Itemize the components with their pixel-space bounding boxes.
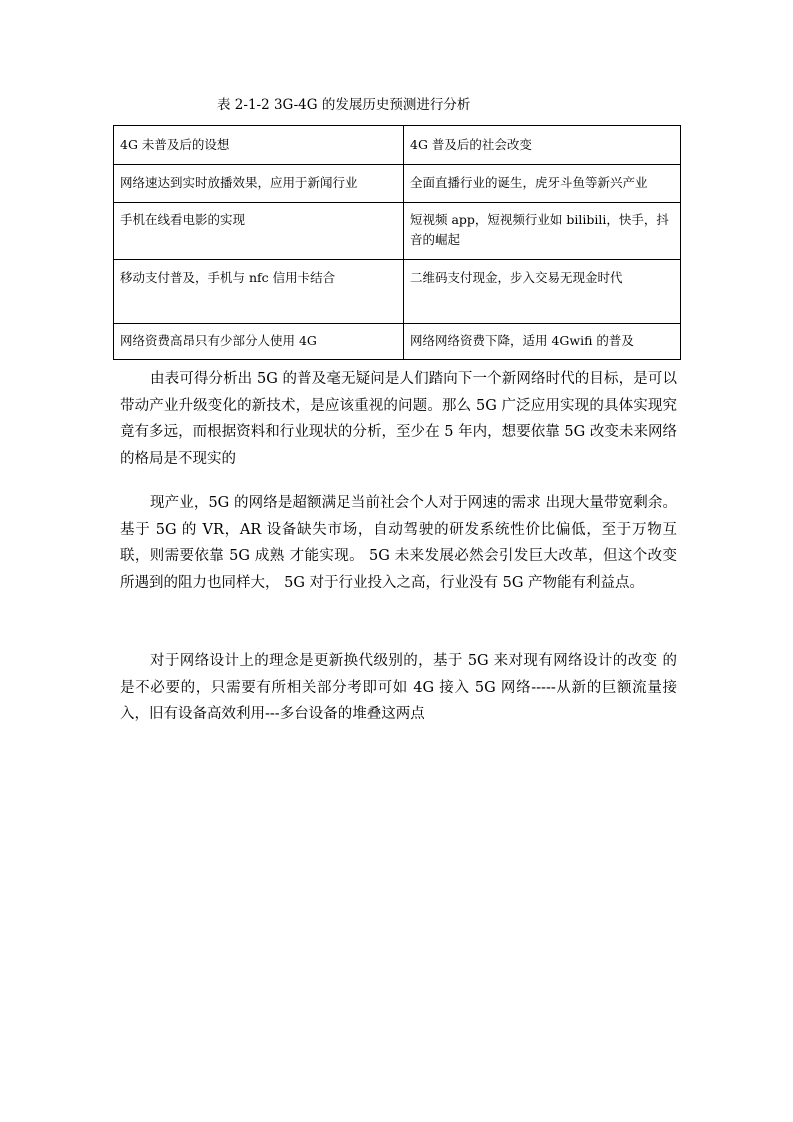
comparison-table [113,125,681,360]
body-paragraph-industry: 现产业，5G 的网络是超额满足当前社会个人对于网速的需求 出现大量带宽剩余。基于 5G 的 VR，AR 设备缺失市场，自动驾驶的研发系统性价比偏低，至于万物互联，则需要依靠 5G 成熟 才能实现。 5G 未来发展必然会引发巨大改革，但这个改变所遇到的阻力也同样大， 5G 对于行业投入之高，行业没有 5G 产物能有利益点。 [120,495,677,592]
table-row [114,260,681,324]
table-cell-left: 手机在线看电影的实现 [114,203,404,260]
table-row [114,324,681,360]
body-paragraph-analysis: 由表可得分析出 5G 的普及毫无疑问是人们踏向下一个新网络时代的目标，是可以带动产业升级变化的新技术，是应该重视的问题。那么 5G 广泛应用实现的具体实现究竟有多远，而根据资料和行业现状的分析，至少在 5 年内，想要依靠 5G 改变未来网络的格局是不现实的 [120,371,677,468]
table-cell-left: 网络资费高昂只有少部分人使用 4G [114,324,404,360]
table-caption: 表 2-1-2 3G-4G 的发展历史预测进行分析 [217,97,471,113]
table-cell-left: 移动支付普及，手机与 nfc 信用卡结合 [114,260,404,324]
table-cell-right: 4G 普及后的社会改变 [404,126,681,165]
table-cell-right: 全面直播行业的诞生，虎牙斗鱼等新兴产业 [404,165,681,203]
table-row [114,203,681,260]
table-cell-right: 短视频 app，短视频行业如 bilibili，快手，抖音的崛起 [404,203,681,260]
table-cell-left: 网络速达到实时放播效果，应用于新闻行业 [114,165,404,203]
table-header-row [114,126,681,165]
table-row [114,165,681,203]
body-paragraph-network-design: 对于网络设计上的理念是更新换代级别的，基于 5G 来对现有网络设计的改变 的是不必要的，只需要有所相关部分考即可如 4G 接入 5G 网络-----从新的巨额流量接入，旧有设备高效利用---多台设备的堆叠这两点 [120,653,677,723]
table-cell-right: 二维码支付现金，步入交易无现金时代 [404,260,681,324]
table-cell-right: 网络网络资费下降，适用 4Gwifi 的普及 [404,324,681,360]
table-cell-left: 4G 未普及后的设想 [114,126,404,165]
